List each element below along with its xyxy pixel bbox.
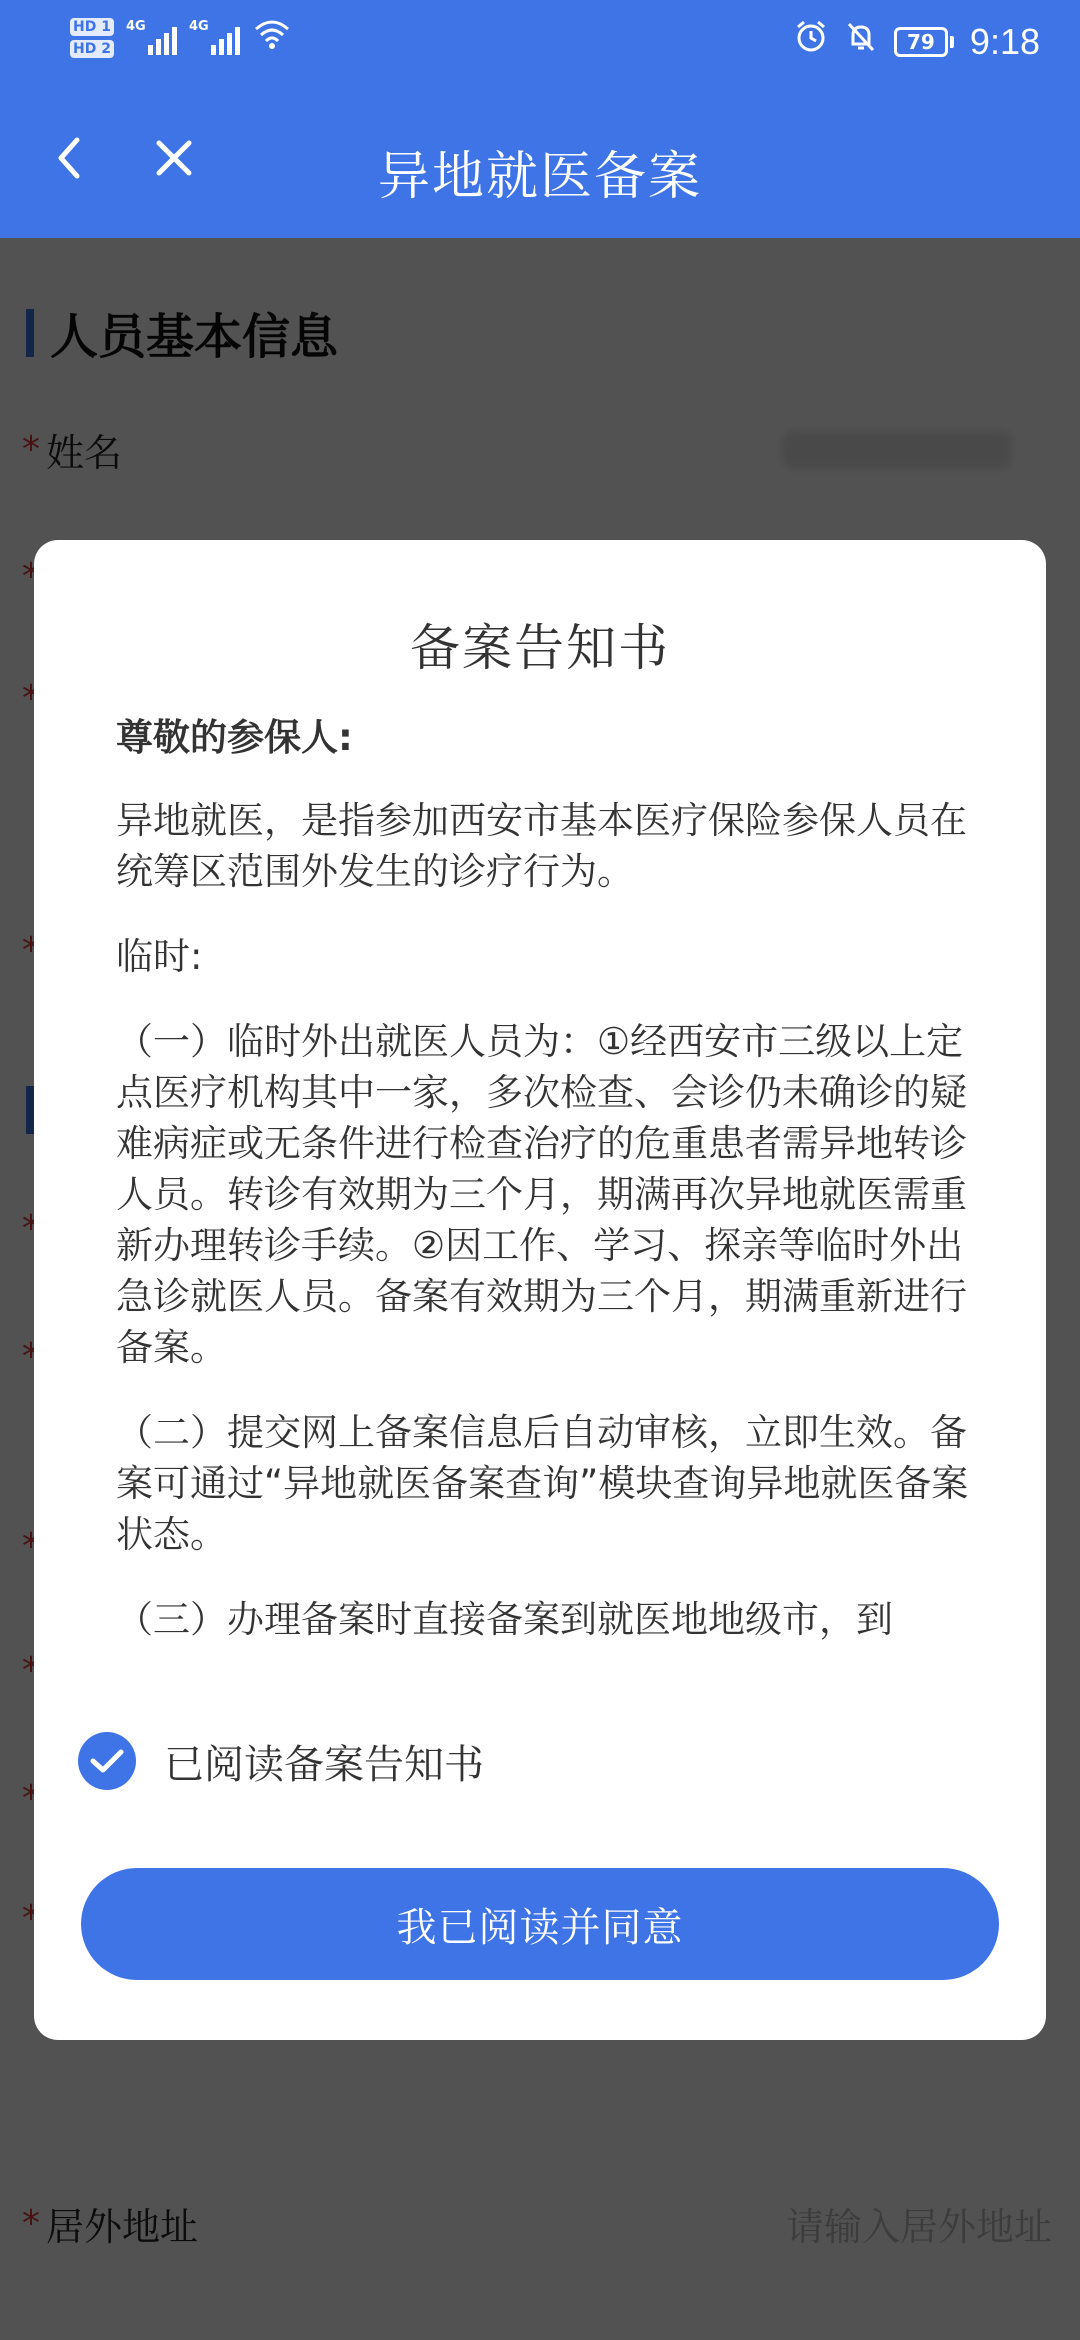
network-type-1: 4G (125, 19, 146, 34)
checkbox-label[interactable]: 已阅读备案告知书 (164, 1741, 484, 1788)
battery-level: 79 (894, 27, 948, 57)
read-confirm-checkbox[interactable] (78, 1732, 484, 1790)
notice-paragraph: 临时: (116, 935, 203, 978)
notice-paragraph: （三）办理备案时直接备案到就医地地级市，到 (116, 1598, 893, 1641)
mute-bell-icon (844, 20, 878, 63)
hd-indicators (70, 18, 114, 58)
status-right (794, 20, 1040, 63)
nav-bar (0, 84, 1080, 238)
clock: 9:18 (969, 20, 1040, 62)
alarm-icon (794, 20, 828, 63)
greeting: 尊敬的参保人: (116, 716, 353, 759)
notice-paragraph: 异地就医，是指参加西安市基本医疗保险参保人员在统筹区范围外发生的诊疗行为。 (116, 799, 967, 893)
notice-paragraph: （一）临时外出就医人员为：①经西安市三级以上定点医疗机构其中一家，多次检查、会诊仍未确诊的疑难病症或无条件进行检查治疗的危重患者需异地转诊人员。转诊有效期为三个月，期满再次异地就医需重新办理转诊手续。②因工作、学习、探亲等临时外出急诊就医人员。备案有效期为三个月，期满重新进行备案。 (116, 1020, 967, 1369)
agree-button[interactable]: 我已阅读并同意 (81, 1868, 999, 1980)
status-bar (0, 0, 1080, 84)
hd1-badge: HD 1 (70, 18, 114, 36)
battery-icon (894, 27, 954, 57)
checkmark-icon[interactable] (78, 1732, 136, 1790)
hd2-badge: HD 2 (70, 40, 114, 58)
signal-icon (188, 19, 240, 55)
dialog-title: 备案告知书 (410, 619, 670, 677)
status-left (70, 18, 290, 58)
notice-dialog (34, 540, 1046, 2040)
page-title: 异地就医备案 (377, 147, 702, 207)
network-type-2: 4G (188, 19, 209, 34)
notice-content[interactable] (116, 712, 986, 1712)
signal-icon (125, 19, 177, 55)
notice-paragraph: （二）提交网上备案信息后自动审核，立即生效。备案可通过“异地就医备案查询”模块查询异地就医备案状态。 (116, 1411, 969, 1556)
wifi-icon (254, 19, 290, 57)
